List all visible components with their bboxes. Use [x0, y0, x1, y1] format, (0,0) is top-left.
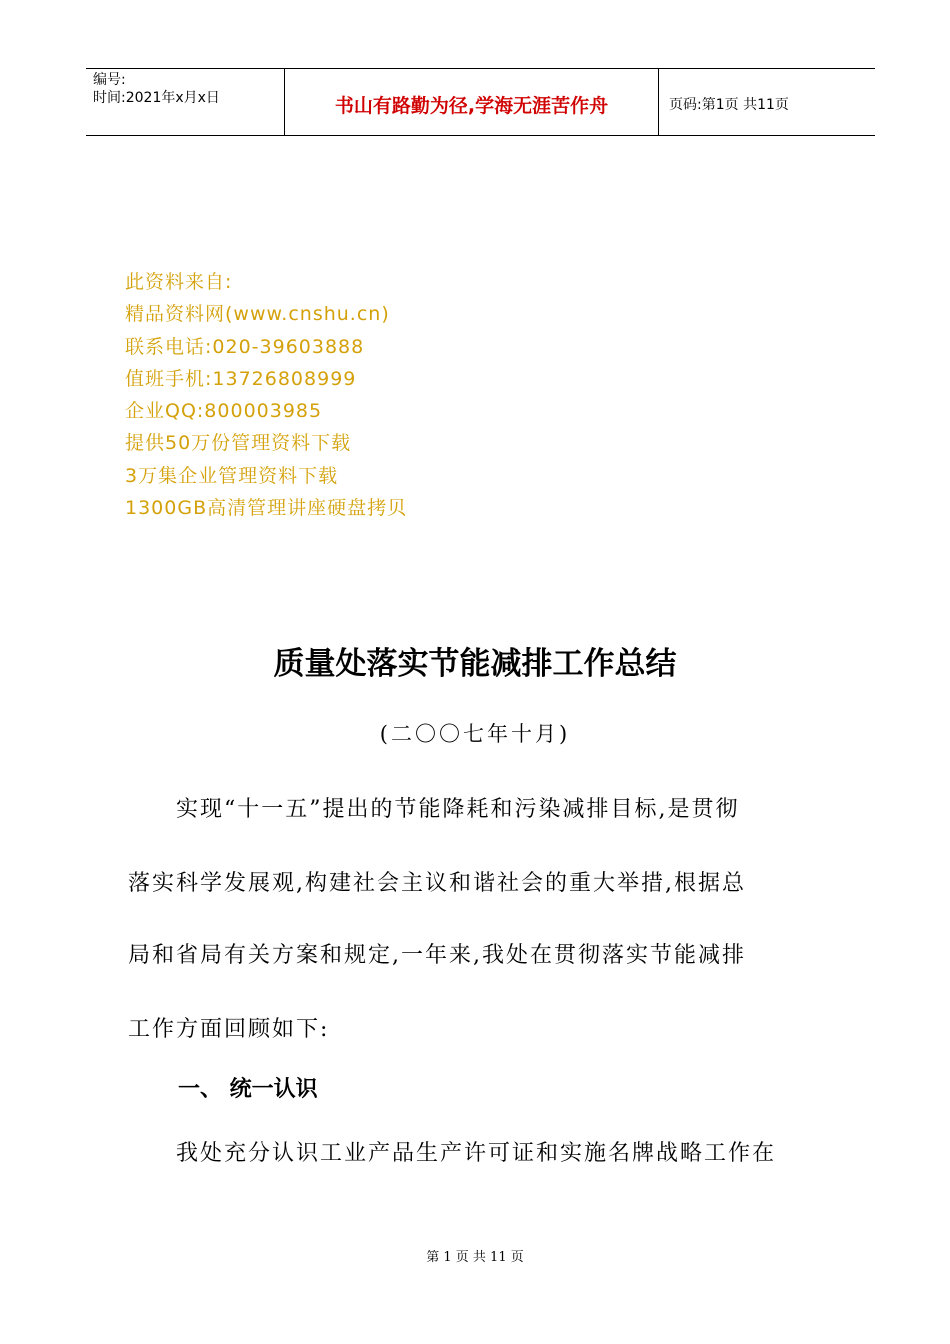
header-number-label: 编号: — [93, 72, 126, 88]
source-line: 此资料来自: — [125, 271, 233, 293]
source-line: 精品资料网(www.cnshu.cn) — [125, 303, 390, 326]
source-line: 企业QQ:800003985 — [125, 400, 323, 423]
header-motto: 书山有路勤为径,学海无涯苦作舟 — [285, 69, 659, 135]
document-subtitle: (二〇〇七年十月) — [379, 722, 571, 746]
source-line: 提供50万份管理资料下载 — [125, 432, 352, 455]
source-line: 值班手机:13726808999 — [125, 367, 357, 390]
source-line: 联系电话:020-39603888 — [125, 335, 365, 358]
document-title: 质量处落实节能减排工作总结 — [273, 646, 677, 682]
paragraph-line: 我处充分认识工业产品生产许可证和实施名牌战略工作在 — [128, 1141, 777, 1166]
source-line: 3万集企业管理资料下载 — [125, 464, 339, 487]
paragraph-line: 落实科学发展观,构建社会主议和谐社会的重大举措,根据总 — [128, 871, 746, 896]
paragraph-line: 工作方面回顾如下: — [128, 1017, 330, 1042]
paragraph-line: 局和省局有关方案和规定,一年来,我处在贯彻落实节能减排 — [128, 943, 746, 968]
source-info-block — [125, 266, 407, 524]
header-table — [86, 68, 875, 136]
paragraph-line: 实现“十一五”提出的节能降耗和污染减排目标,是贯彻 — [128, 797, 740, 822]
header-page-info: 页码:第1页 共11页 — [669, 97, 789, 113]
source-line: 1300GB高清管理讲座硬盘拷贝 — [125, 497, 408, 520]
header-time-label: 时间:2021年x月x日 — [93, 90, 220, 106]
page-footer: 第 1 页 共 11 页 — [426, 1250, 524, 1265]
header-meta-cell — [86, 69, 285, 135]
section-heading: 一、 统一认识 — [178, 1077, 318, 1102]
